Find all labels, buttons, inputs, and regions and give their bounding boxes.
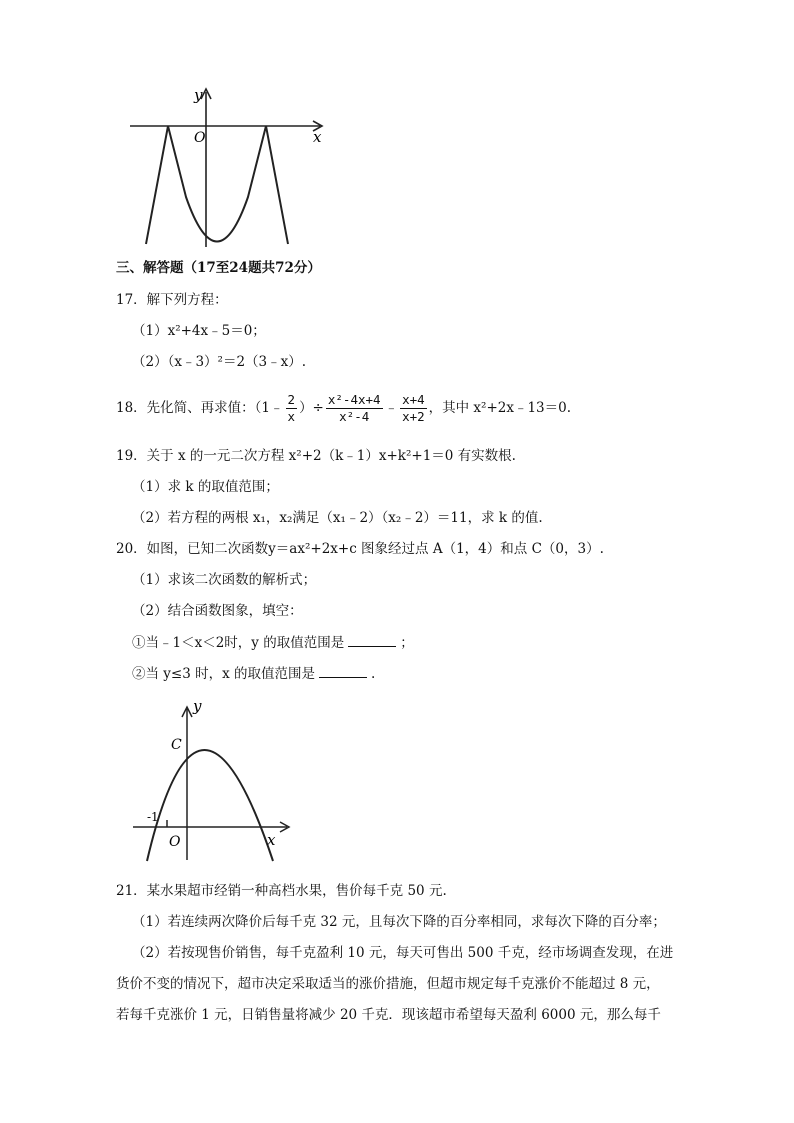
q18-fraction-3-den: x+2 [402,409,425,424]
figure2-origin-label: O [169,834,181,850]
q17-part1: （1）x²+4x﹣5＝0； [132,323,266,339]
q19-part1: （1）求 k 的取值范围； [132,479,279,495]
q18-fraction-1-den: x [287,409,296,424]
figure-parabola-2 [125,695,295,865]
q18-mid1: ）÷ [299,400,324,416]
figure1-curve [146,126,288,244]
figure2-curve [147,750,273,861]
figure-parabola-1 [120,82,335,252]
q21-part2-line2: 货价不变的情况下，超市决定采取适当的涨价措施，但超市规定每千克涨价不能超过 8 元， [116,976,660,992]
q20-part2: （2）结合函数图象，填空： [132,603,303,619]
figure1-y-label: y [194,86,203,104]
figure2-c-label: C [171,737,182,753]
q18-fraction-1 [286,392,298,425]
q20-part1: （1）求该二次函数的解析式； [132,572,317,588]
figure1-origin-label: O [194,130,206,146]
q21-stem: 21．某水果超市经销一种高档水果，售价每千克 50 元. [116,883,447,899]
q20-sub2-end: . [371,666,376,682]
q20-sub1-answer-blank[interactable] [348,632,396,647]
q17-part2: （2）（x﹣3）²＝2（3﹣x）. [132,354,307,370]
figure2-x-label: x [267,831,276,849]
q20-sub1 [132,632,414,653]
q18-prefix: 18．先化简、再求值：（1﹣ [116,400,284,416]
q18-fraction-2-num: x²-4x+4 [327,392,381,407]
q18-fraction-3-num: x+4 [402,392,425,407]
q18-mid2: ﹣ [384,400,399,416]
q20-sub2-answer-blank[interactable] [319,663,367,678]
q19-stem: 19．关于 x 的一元二次方程 x²+2（k﹣1）x+k²+1＝0 有实数根. [116,448,516,464]
q18-suffix: ，其中 x²+2x﹣13＝0. [428,400,572,416]
q17-stem: 17．解下列方程： [116,292,228,308]
q19-part2: （2）若方程的两根 x₁，x₂满足（x₁﹣2）（x₂﹣2）＝11，求 k 的值. [132,510,543,526]
q18-fraction-3 [400,392,427,425]
figure2-y-label: y [193,697,202,715]
q21-part2-line3: 若每千克涨价 1 元，日销售量将减少 20 千克．现该超市希望每天盈利 6000 元，那么每千 [116,1007,661,1023]
figure1-axes [130,89,322,247]
q18-fraction-2-den: x²-4 [339,409,370,424]
q18-fraction-2 [326,392,383,425]
q20-sub2-text: ②当 y≤3 时，x 的取值范围是 [132,666,316,682]
q20-sub1-text: ①当﹣1＜x＜2时，y 的取值范围是 [132,635,345,651]
q20-sub2 [132,663,375,684]
section3-title: 三、解答题（17至24题共72分） [116,260,321,276]
figure2-neg1-label: -1 [147,810,159,824]
q18-fraction-1-num: 2 [287,392,296,407]
q18-line [116,388,571,432]
figure1-x-label: x [313,128,322,146]
q20-stem: 20．如图，已知二次函数y＝ax²+2x+c 图象经过点 A（1，4）和点 C（0，3）. [116,541,604,557]
q21-part2-line1: （2）若按现售价销售，每千克盈利 10 元，每天可售出 500 千克，经市场调查发现，在进 [132,945,674,961]
q20-sub1-end: ； [400,635,414,651]
q21-part1: （1）若连续两次降价后每千克 32 元，且每次下降的百分率相同，求每次下降的百分率； [132,914,666,930]
